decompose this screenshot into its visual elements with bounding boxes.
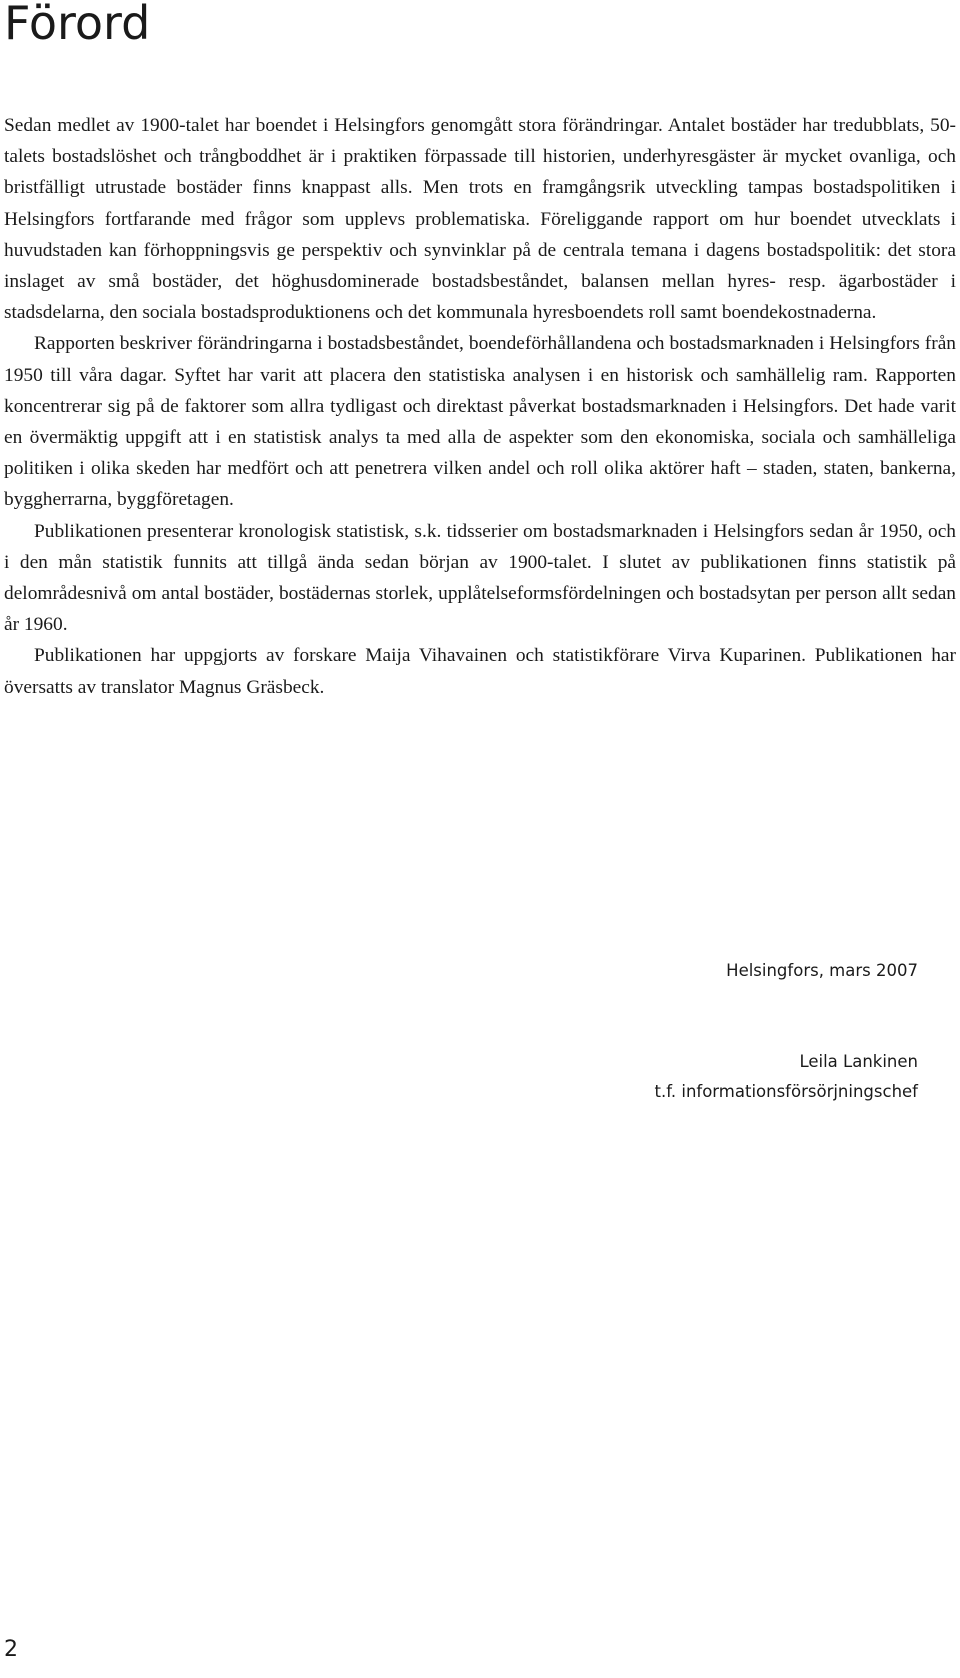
paragraph-1: Sedan medlet av 1900-talet har boendet i Helsingfors genomgått stora förändringar. Antalet bostäder har tredubblats, 50-talets bostadslöshet och trångboddhet är i praktiken förpassade till historien, underhyresgäster är mycket ovanliga, och bristfälligt utrustade bostäder finns knappast alls. Men trots en framgångsrik utveckling tampas bostadspolitiken i Helsingfors fortfarande med frågor som upplevs problematiska. Föreliggande rapport om hur boendet utvecklats i huvudstaden kan förhoppningsvis ge perspektiv och synvinklar på de centrala temana i dagens bostadspolitik: det stora inslaget av små bostäder, det höghusdominerade bostadsbeståndet, balansen mellan hyres- resp. ägarbostäder i stadsdelarna, den sociala bostadsproduktionens och det kommunala hyresboendets roll samt boendekostnaderna. — [4, 115, 956, 324]
page-title: Förord — [4, 0, 151, 50]
signature-place-date: Helsingfors, mars 2007 — [726, 961, 918, 980]
page-number: 2 — [4, 1637, 18, 1662]
signature-title: t.f. informationsförsörjningschef — [654, 1082, 918, 1101]
paragraph-3: Publikationen presenterar kronologisk statistisk, s.k. tidsserier om bostadsmarknaden i Helsingfors sedan år 1950, och i den mån statistik funnits att tillgå ända sedan början av 1900-talet. I slutet av publikationen finns statistik på delområdesnivå om antal bostäder, bostädernas storlek, upplåtelseformsfördelningen och bostadsytan per person allt sedan år 1960. — [4, 520, 956, 636]
foreword-body — [4, 110, 956, 703]
paragraph-2: Rapporten beskriver förändringarna i bostadsbeståndet, boendeförhållandena och bostadsmarknaden i Helsingfors från 1950 till våra dagar. Syftet har varit att placera den statistiska analysen i en historisk och samhällelig ram. Rapporten koncentrerar sig på de faktorer som allra tydligast och direktast påverkat bostadsmarknaden i Helsingfors. Det hade varit en övermäktig uppgift att i en statistisk analys ta med alla de aspekter som den ekonomiska, sociala och samhälleliga politiken i olika skeden har medfört och att penetrera vilken andel och roll olika aktörer haft – staden, staten, bankerna, byggherrarna, byggföretagen. — [4, 333, 956, 511]
paragraph-4: Publikationen har uppgjorts av forskare Maija Vihavainen och statistikförare Virva Kuparinen. Publikationen har översatts av translator Magnus Gräsbeck. — [4, 645, 956, 698]
signature-name: Leila Lankinen — [799, 1052, 918, 1071]
